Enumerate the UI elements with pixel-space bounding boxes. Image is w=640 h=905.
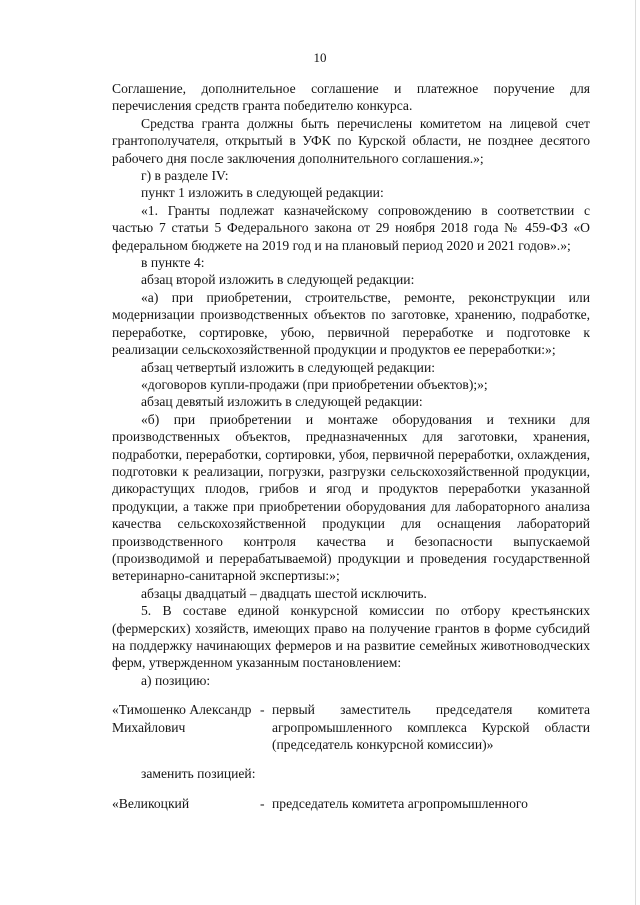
position-description: председатель комитета агропромышленного xyxy=(272,795,528,811)
commission-position-row xyxy=(112,701,590,753)
position-person-name: «Тимошенко Александр Михайлович xyxy=(112,702,252,735)
scan-edge xyxy=(635,0,636,905)
paragraph: 5. В составе единой конкурсной комиссии по отбору крестьянских (фермерских) хозяйств, имеющих право на получение грантов в форме субсидий на поддержку начинающих фермеров и на развитие семейных животноводческих ферм, утвержденном указанным постановлением: xyxy=(112,603,590,671)
paragraph: Соглашение, дополнительное соглашение и платежное поручение для перечисления средств гранта победителю конкурса. xyxy=(112,81,590,114)
paragraph: абзац девятый изложить в следующей редакции: xyxy=(141,394,423,410)
position-dash: - xyxy=(260,795,265,811)
paragraph: заменить позицией: xyxy=(141,766,256,782)
paragraph: а) позицию: xyxy=(141,672,211,688)
paragraph: Средства гранта должны быть перечислены комитетом на лицевой счет грантополучателя, открытый в УФК по Курской области, не позднее десятого рабочего дня после заключения дополнительного соглашения.»; xyxy=(112,115,590,166)
paragraph: абзац четвертый изложить в следующей редакции: xyxy=(141,359,436,375)
position-description: первый заместитель председателя комитета агропромышленного комплекса Курской области (председатель конкурсной комиссии)» xyxy=(272,702,590,753)
paragraph: г) в разделе IV: xyxy=(141,168,229,184)
document-body xyxy=(112,80,590,812)
paragraph: в пункте 4: xyxy=(141,255,205,271)
paragraph: абзацы двадцатый – двадцать шестой исключить. xyxy=(141,585,427,601)
paragraph: абзац второй изложить в следующей редакции: xyxy=(141,272,415,288)
page-number: 10 xyxy=(313,50,327,65)
paragraph: «б) при приобретении и монтаже оборудования и техники для производственных объектов, предназначенных для заготовки, хранения, подработки, переработки, сортировки, убоя, первичной переработки, охлаждения, подготовки к реализации, погрузки, разгрузки сельскохозяйственной продукции, дикорастущих плодов, грибов и ягод и продуктов переработки указанной продукции, а также при приобретении оборудования для лабораторного анализа качества сельскохозяйственной продукции для оснащения лабораторий производственного контроля качества и безопасности выпускаемой (производимой и перерабатываемой) продукции и проведения государственной ветеринарно-санитарной экспертизы:»; xyxy=(112,411,590,584)
commission-position-row xyxy=(112,795,590,812)
paragraph: пункт 1 изложить в следующей редакции: xyxy=(141,185,384,201)
position-dash: - xyxy=(260,702,265,718)
position-person-name: «Великоцкий xyxy=(112,795,190,811)
paragraph: «а) при приобретении, строительстве, ремонте, реконструкции или модернизации производственных объектов по заготовке, хранению, подработке, переработке, сортировке, убою, первичной переработке и подготовке к реализации сельскохозяйственной продукции и продуктов ее переработки:»; xyxy=(112,289,590,358)
paragraph: «договоров купли-продажи (при приобретении объектов);»; xyxy=(141,376,488,392)
paragraph: «1. Гранты подлежат казначейскому сопровождению в соответствии с частью 7 статьи 5 Федерального закона от 29 ноября 2018 года № 459-ФЗ «О федеральном бюджете на 2019 год и на плановый период 2020 и 2021 годов».»; xyxy=(112,202,590,253)
